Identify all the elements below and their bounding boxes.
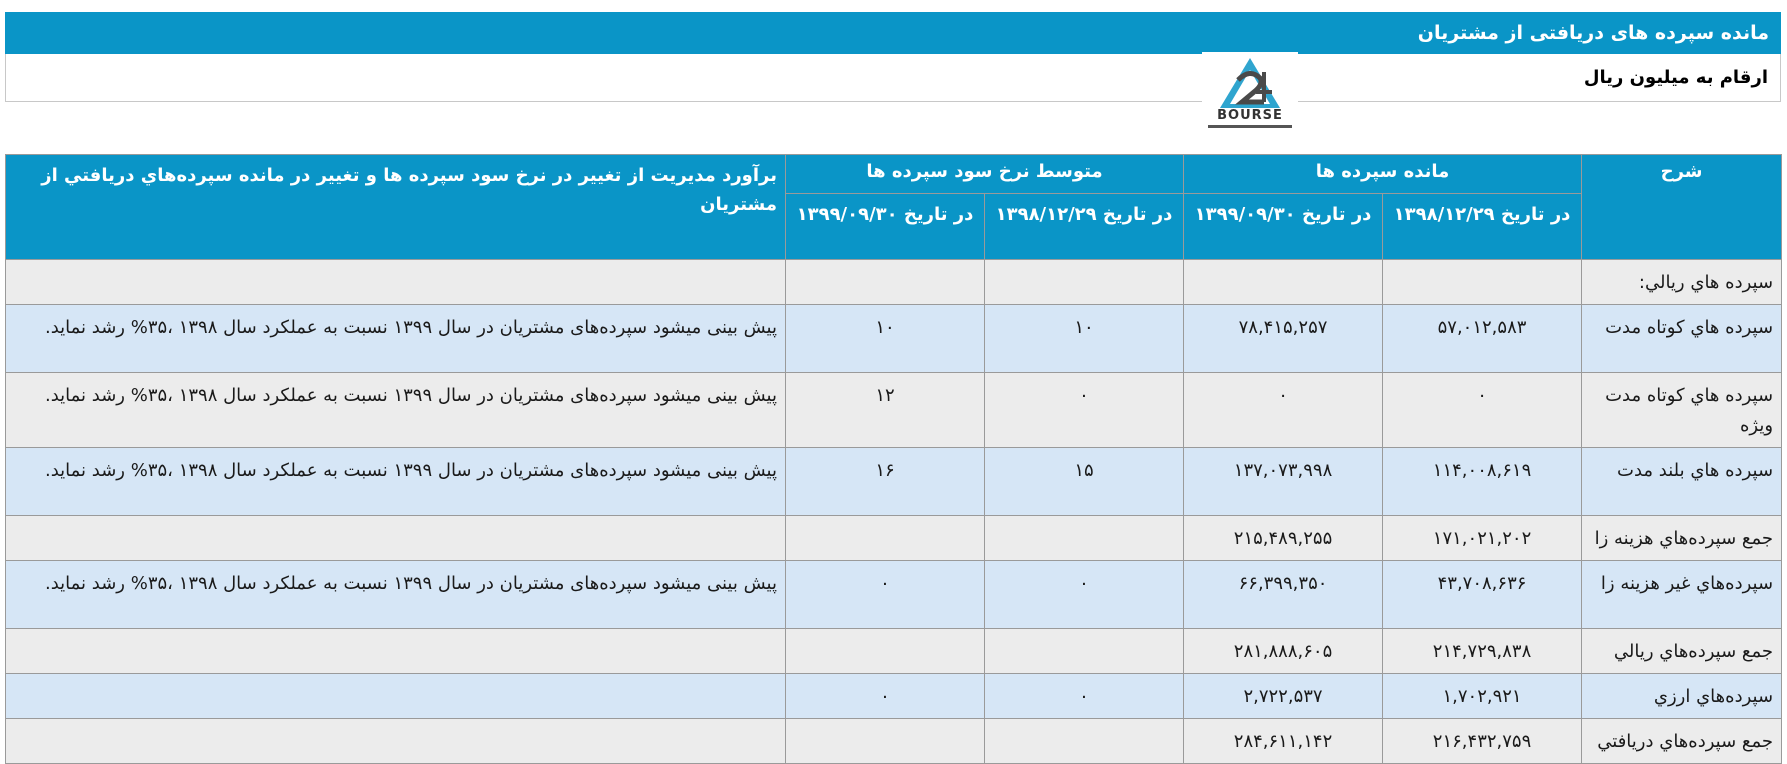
rate-1399: ۱۲ (786, 373, 985, 448)
rate-1399: ۱۶ (786, 448, 985, 516)
bourse-logo (1202, 52, 1298, 134)
rate-1398: ۰ (985, 674, 1184, 719)
row-label: سپرده هاي كوتاه مدت (1582, 305, 1782, 373)
row-label: جمع سپرده‌هاي دريافتي (1582, 719, 1782, 764)
header-rate-group: متوسط نرخ سود سپرده ها (786, 155, 1184, 194)
balance-1398: ۲۱۶,۴۳۲,۷۵۹ (1383, 719, 1582, 764)
row-label: جمع سپرده‌هاي هزينه زا (1582, 516, 1782, 561)
deposits-table (5, 154, 1782, 764)
balance-1399: ۲,۷۲۲,۵۳۷ (1184, 674, 1383, 719)
header-balance-group: مانده سپرده ها (1184, 155, 1582, 194)
table-row (6, 373, 1782, 448)
balance-1399 (1184, 260, 1383, 305)
row-label: سپرده هاي ريالي: (1582, 260, 1782, 305)
rate-1399: ۰ (786, 561, 985, 629)
rate-1399 (786, 629, 985, 674)
rate-1398: ۰ (985, 561, 1184, 629)
table-row (6, 561, 1782, 629)
estimate-note: پیش بینی میشود سپرده‌های مشتریان در سال ۱۳۹۹ نسبت به عملکرد سال ۱۳۹۸ ،۳۵% رشد نماید. (6, 373, 786, 448)
estimate-note: پیش بینی میشود سپرده‌های مشتریان در سال ۱۳۹۹ نسبت به عملکرد سال ۱۳۹۸ ،۳۵% رشد نماید. (6, 305, 786, 373)
balance-1399: ۱۳۷,۰۷۳,۹۹۸ (1184, 448, 1383, 516)
balance-1398: ۵۷,۰۱۲,۵۸۳ (1383, 305, 1582, 373)
logo-text: BOURSE (1217, 108, 1283, 123)
balance-1399: ۲۱۵,۴۸۹,۲۵۵ (1184, 516, 1383, 561)
row-label: سپرده‌هاي غير هزينه زا (1582, 561, 1782, 629)
rate-1399 (786, 516, 985, 561)
estimate-note (6, 674, 786, 719)
logo-subtext (1208, 125, 1292, 128)
header-estimate: برآورد مدیریت از تغییر در نرخ سود سپرده ها و تغییر در مانده سپرده‌هاي دريافتي از مشتریان (6, 155, 786, 260)
row-label: سپرده هاي كوتاه مدت ويژه (1582, 373, 1782, 448)
balance-1398: ۱,۷۰۲,۹۲۱ (1383, 674, 1582, 719)
rate-1399: ۱۰ (786, 305, 985, 373)
balance-1399: ۷۸,۴۱۵,۲۵۷ (1184, 305, 1383, 373)
estimate-note (6, 629, 786, 674)
estimate-note (6, 719, 786, 764)
units-label: ارقام به میلیون ریال (1583, 67, 1768, 88)
header-date-1: در تاریخ ۱۳۹۸/۱۲/۲۹ (1383, 194, 1582, 260)
header-desc: شرح (1582, 155, 1782, 260)
header-date-4: در تاریخ ۱۳۹۹/۰۹/۳۰ (786, 194, 985, 260)
balance-1399: ۰ (1184, 373, 1383, 448)
rate-1398 (985, 516, 1184, 561)
rate-1398 (985, 260, 1184, 305)
table-row (6, 674, 1782, 719)
balance-1399: ۲۸۴,۶۱۱,۱۴۲ (1184, 719, 1383, 764)
balance-1399: ۶۶,۳۹۹,۳۵۰ (1184, 561, 1383, 629)
table-row (6, 516, 1782, 561)
page-title: مانده سپرده های دریافتی از مشتریان (1417, 22, 1769, 44)
table-row (6, 260, 1782, 305)
rate-1398: ۱۵ (985, 448, 1184, 516)
balance-1398: ۰ (1383, 373, 1582, 448)
table-row (6, 305, 1782, 373)
balance-1398: ۲۱۴,۷۲۹,۸۳۸ (1383, 629, 1582, 674)
estimate-note (6, 260, 786, 305)
row-label: سپرده هاي بلند مدت (1582, 448, 1782, 516)
table-row (6, 448, 1782, 516)
units-box (5, 54, 1781, 102)
balance-1399: ۲۸۱,۸۸۸,۶۰۵ (1184, 629, 1383, 674)
rate-1398 (985, 629, 1184, 674)
header-date-3: در تاریخ ۱۳۹۸/۱۲/۲۹ (985, 194, 1184, 260)
balance-1398 (1383, 260, 1582, 305)
rate-1399 (786, 260, 985, 305)
rate-1399 (786, 719, 985, 764)
rate-1398 (985, 719, 1184, 764)
table-row (6, 629, 1782, 674)
row-label: سپرده‌هاي ارزي (1582, 674, 1782, 719)
balance-1398: ۴۳,۷۰۸,۶۳۶ (1383, 561, 1582, 629)
balance-1398: ۱۷۱,۰۲۱,۲۰۲ (1383, 516, 1582, 561)
rate-1398: ۱۰ (985, 305, 1184, 373)
rate-1399: ۰ (786, 674, 985, 719)
estimate-note (6, 516, 786, 561)
title-bar (5, 12, 1781, 54)
balance-1398: ۱۱۴,۰۰۸,۶۱۹ (1383, 448, 1582, 516)
row-label: جمع سپرده‌هاي ريالي (1582, 629, 1782, 674)
logo-mark-icon (1202, 52, 1298, 110)
table-row (6, 719, 1782, 764)
rate-1398: ۰ (985, 373, 1184, 448)
estimate-note: پیش بینی میشود سپرده‌های مشتریان در سال ۱۳۹۹ نسبت به عملکرد سال ۱۳۹۸ ،۳۵% رشد نماید. (6, 561, 786, 629)
header-date-2: در تاریخ ۱۳۹۹/۰۹/۳۰ (1184, 194, 1383, 260)
estimate-note: پیش بینی میشود سپرده‌های مشتریان در سال ۱۳۹۹ نسبت به عملکرد سال ۱۳۹۸ ،۳۵% رشد نماید. (6, 448, 786, 516)
